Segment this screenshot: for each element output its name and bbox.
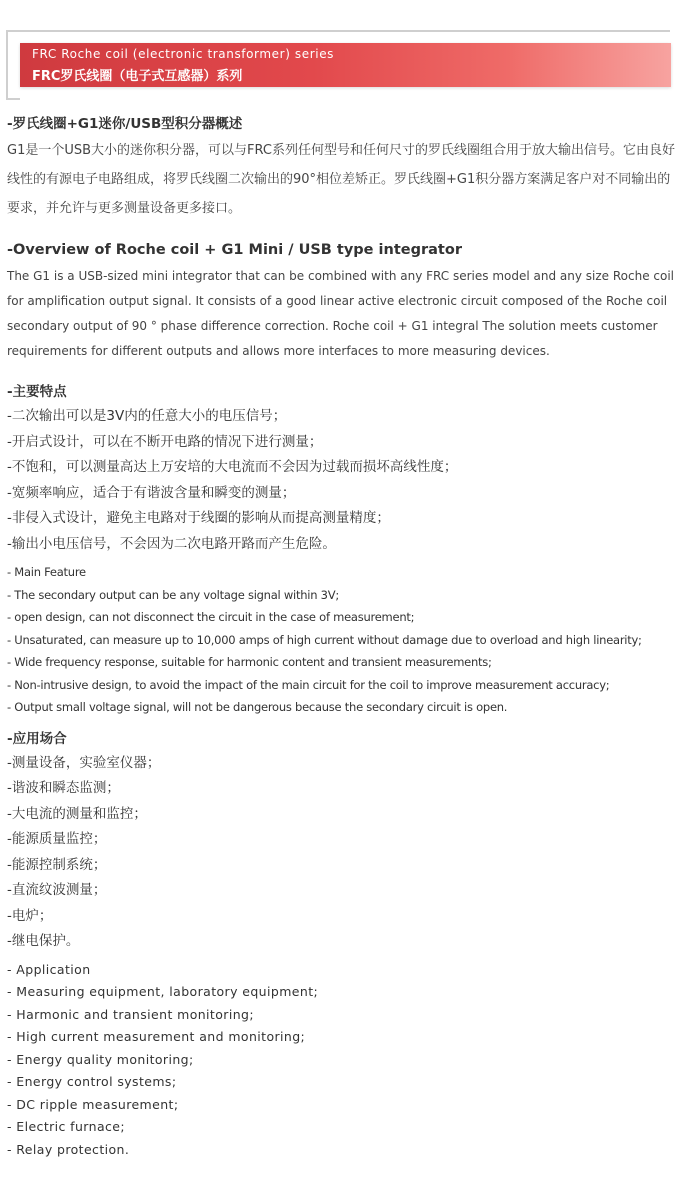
list-item: - open design, can not disconnect the circuit in the case of measurement; bbox=[7, 610, 415, 624]
banner-title-cn: FRC罗氏线圈（电子式互感器）系列 bbox=[32, 69, 243, 84]
overview-cn-heading: -罗氏线圈+G1迷你/USB型积分器概述 bbox=[7, 116, 243, 132]
list-item: -输出小电压信号，不会因为二次电路开路而产生危险。 bbox=[7, 535, 336, 552]
list-item: - Energy control systems; bbox=[7, 1074, 177, 1089]
features-cn-section bbox=[7, 380, 677, 557]
application-cn-list bbox=[7, 751, 677, 955]
application-en-list bbox=[7, 959, 677, 1162]
series-banner bbox=[20, 43, 671, 87]
features-en-list bbox=[7, 561, 677, 719]
list-item: -宽频率响应，适合于有谐波含量和瞬变的测量； bbox=[7, 484, 296, 501]
overview-en-section bbox=[7, 239, 677, 364]
list-item: -电炉； bbox=[7, 907, 53, 924]
list-item: -不饱和，可以测量高达上万安培的大电流而不会因为过载而损坏高线性度； bbox=[7, 459, 458, 475]
list-item: - The secondary output can be any voltage signal within 3V; bbox=[7, 587, 339, 602]
application-cn-section bbox=[7, 727, 677, 955]
list-item: - Harmonic and transient monitoring; bbox=[7, 1006, 254, 1022]
features-en-heading: - Main Feature bbox=[7, 565, 86, 579]
list-item: -能源质量监控； bbox=[7, 831, 107, 847]
overview-en-body: The G1 is a USB-sized mini integrator that can be combined with any FRC series model and any size Roche coil for amplification output signal. It consists of a good linear active electronic circuit composed of the Roche coil secondary output of 90 ° phase difference correction. Roche coil + G1 integral The solution meets customer requirements for different outputs and allows more interfaces to more measuring devices. bbox=[7, 269, 674, 358]
list-item: - Non-intrusive design, to avoid the impact of the main circuit for the coil to improve measurement accuracy; bbox=[7, 677, 610, 692]
list-item: - Unsaturated, can measure up to 10,000 amps of high current without damage due to overload and high linearity; bbox=[7, 632, 642, 647]
list-item: - Measuring equipment, laboratory equipment; bbox=[7, 984, 319, 999]
list-item: - DC ripple measurement; bbox=[7, 1096, 179, 1112]
list-item: - Output small voltage signal, will not be dangerous because the secondary circuit is open. bbox=[7, 700, 508, 714]
list-item: -大电流的测量和监控； bbox=[7, 805, 147, 822]
list-item: -测量设备，实验室仪器； bbox=[7, 754, 161, 771]
list-item: -谐波和瞬态监测； bbox=[7, 780, 120, 796]
list-item: -直流纹波测量； bbox=[7, 882, 107, 898]
list-item: -开启式设计，可以在不断开电路的情况下进行测量； bbox=[7, 433, 323, 450]
features-cn-heading: -主要特点 bbox=[7, 384, 67, 400]
list-item: -继电保护。 bbox=[7, 933, 80, 949]
application-cn-heading: -应用场合 bbox=[7, 730, 67, 747]
list-item: - High current measurement and monitoring; bbox=[7, 1029, 306, 1044]
list-item: - Energy quality monitoring; bbox=[7, 1051, 194, 1067]
application-en-heading: - Application bbox=[7, 961, 91, 977]
banner-title-en: FRC Roche coil (electronic transformer) series bbox=[32, 47, 335, 61]
list-item: -非侵入式设计，避免主电路对于线圈的影响从而提高测量精度； bbox=[7, 510, 390, 526]
list-item: - Relay protection. bbox=[7, 1141, 130, 1157]
list-item: -二次输出可以是3V内的任意大小的电压信号； bbox=[7, 408, 287, 424]
overview-cn-section bbox=[7, 112, 677, 223]
product-description bbox=[7, 112, 677, 1161]
overview-en-heading: -Overview of Roche coil + G1 Mini / USB type integrator bbox=[7, 242, 462, 258]
list-item: - Wide frequency response, suitable for harmonic content and transient measurements; bbox=[7, 655, 492, 669]
overview-cn-body: G1是一个USB大小的迷你积分器，可以与FRC系列任何型号和任何尺寸的罗氏线圈组合用于放大输出信号。它由良好线性的有源电子电路组成，将罗氏线圈二次输出的90°相位差矫正。罗氏线圈+G1积分器方案满足客户对不同输出的要求，并允许与更多测量设备更多接口。 bbox=[7, 143, 675, 216]
list-item: -能源控制系统； bbox=[7, 856, 107, 873]
application-en-section bbox=[7, 959, 677, 1162]
features-cn-list bbox=[7, 404, 677, 557]
list-item: - Electric furnace; bbox=[7, 1119, 125, 1134]
features-en-section bbox=[7, 561, 677, 719]
